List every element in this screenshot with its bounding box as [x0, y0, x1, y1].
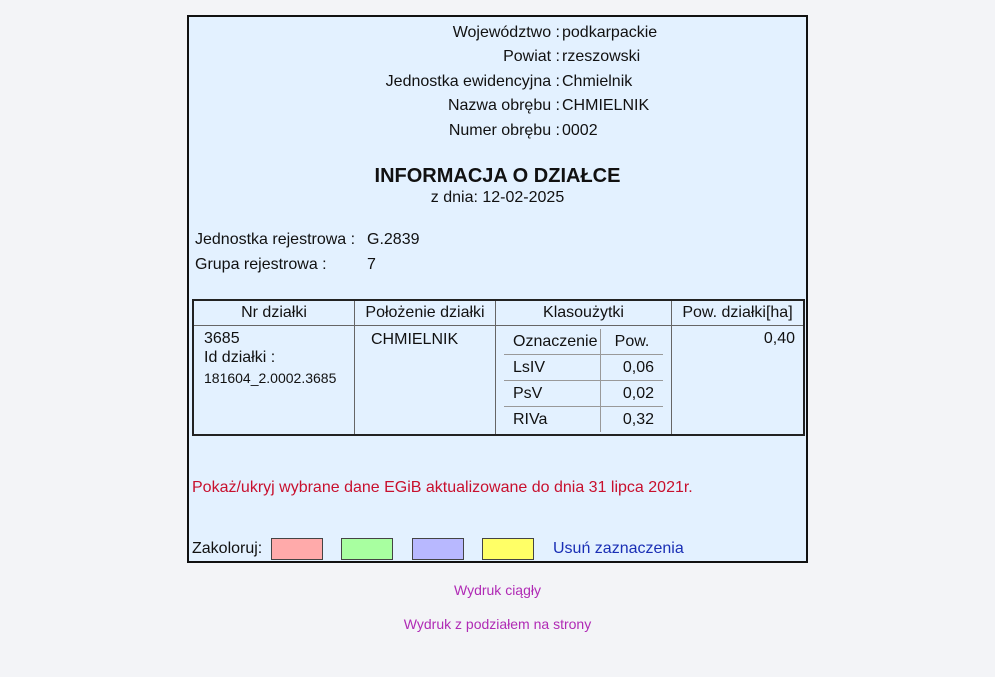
col-designation: Oznaczenie	[504, 329, 601, 355]
header-county	[189, 46, 806, 68]
class-area: 0,32	[601, 407, 664, 433]
color-swatch-blue[interactable]	[412, 538, 464, 560]
parcel-table	[192, 299, 805, 436]
page-title: INFORMACJA O DZIAŁCE	[374, 165, 621, 187]
registry-unit-label: Jednostka rejestrowa :	[195, 231, 356, 248]
parcel-table-header	[193, 300, 804, 326]
table-row	[504, 407, 663, 433]
county-value: rzeszowski	[562, 48, 641, 65]
table-row	[193, 326, 804, 436]
parcel-info-panel	[187, 15, 808, 563]
colorize-row	[192, 538, 684, 560]
report-date: z dnia: 12-02-2025	[430, 189, 565, 206]
parcel-area: 0,40	[763, 330, 795, 347]
header-precinct-number	[189, 120, 806, 142]
header-voivodeship	[189, 22, 806, 44]
voivodeship-label: Województwo :	[452, 24, 560, 41]
parcel-id-value: 181604_2.0002.3685	[204, 370, 337, 386]
precinct-name-value: CHMIELNIK	[562, 97, 650, 114]
parcel-area-cell	[672, 326, 805, 436]
color-swatch-green[interactable]	[341, 538, 393, 560]
colorize-label: Zakoloruj:	[192, 540, 263, 557]
registry-group-label: Grupa rejestrowa :	[195, 256, 327, 273]
col-parcel-number: Nr działki	[193, 300, 355, 326]
color-swatch-red[interactable]	[271, 538, 323, 560]
parcel-number-cell	[193, 326, 355, 436]
col-parcel-location: Położenie działki	[355, 300, 496, 326]
parcel-location: CHMIELNIK	[371, 331, 459, 348]
registry-group	[195, 254, 376, 276]
land-classes-table	[504, 329, 663, 432]
precinct-number-label: Numer obrębu :	[448, 122, 560, 139]
parcel-location-cell	[355, 326, 496, 436]
class-area: 0,02	[601, 381, 664, 407]
land-classes-header	[504, 329, 663, 355]
county-label: Powiat :	[503, 48, 560, 65]
print-paged-link[interactable]: Wydruk z podziałem na strony	[403, 616, 592, 632]
unit-label: Jednostka ewidencyjna :	[385, 73, 560, 90]
voivodeship-value: podkarpackie	[562, 24, 658, 41]
col-class-area: Pow.	[601, 329, 664, 355]
class-designation: PsV	[504, 381, 601, 407]
unit-value: Chmielnik	[562, 73, 633, 90]
table-row	[504, 381, 663, 407]
land-classes-cell	[496, 326, 672, 436]
clear-selection-link[interactable]: Usuń zaznaczenia	[553, 540, 684, 557]
header-unit	[189, 71, 806, 93]
precinct-number-value: 0002	[562, 122, 598, 139]
color-swatch-yellow[interactable]	[482, 538, 534, 560]
col-parcel-area: Pow. działki[ha]	[672, 300, 805, 326]
class-area: 0,06	[601, 355, 664, 381]
registry-unit	[195, 229, 420, 251]
registry-group-value: 7	[367, 256, 376, 273]
precinct-name-label: Nazwa obrębu :	[447, 97, 560, 114]
table-row	[504, 355, 663, 381]
class-designation: RIVa	[513, 410, 548, 428]
col-land-classes: Klasoużytki	[496, 300, 672, 326]
parcel-id-label: Id działki :	[204, 349, 276, 366]
header-precinct-name	[189, 95, 806, 117]
registry-unit-value: G.2839	[367, 231, 420, 248]
parcel-number: 3685	[204, 330, 240, 347]
toggle-egib-data-link[interactable]: Pokaż/ukryj wybrane dane EGiB aktualizowane do dnia 31 lipca 2021r.	[192, 479, 693, 496]
print-continuous-link[interactable]: Wydruk ciągły	[453, 582, 541, 598]
class-designation: LsIV	[504, 355, 601, 381]
